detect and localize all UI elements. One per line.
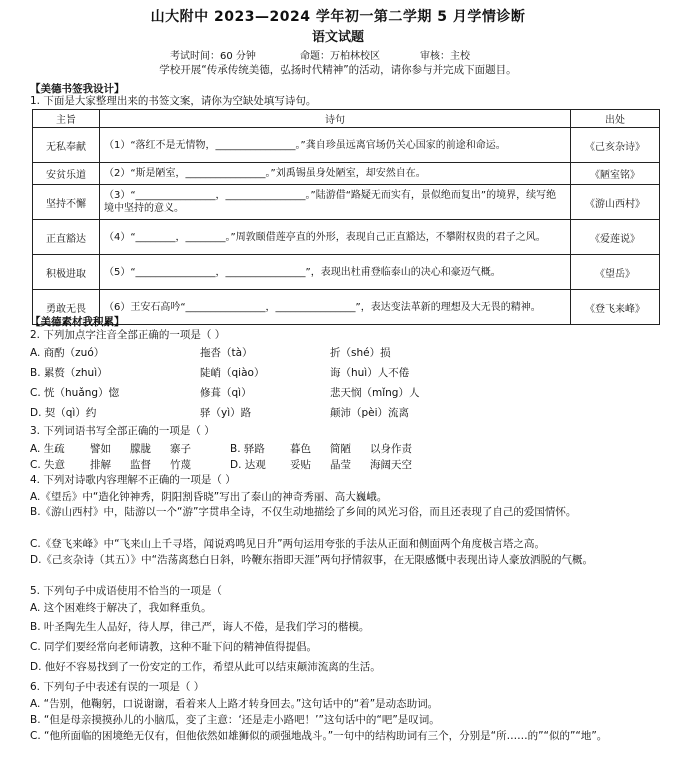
row-source: 《陋室铭》 [571, 163, 660, 185]
q3-option-word: 妥贴 [290, 459, 311, 471]
header-poem: 诗句 [100, 110, 571, 128]
question-2: 2. 下列加点字注音全部正确的一项是（ ） [30, 329, 226, 341]
row-source: 《己亥杂诗》 [571, 128, 660, 163]
q5-option: D. 他好不容易找到了一份安定的工作，希望从此可以结束颠沛流离的生活。 [30, 661, 381, 673]
activity-intro: 学校开展“传承传统美德，弘扬时代精神”的活动，请你参与并完成下面题目。 [159, 64, 517, 76]
bookmark-table [32, 109, 660, 325]
q2-option: B. 累赘（zhuì） [30, 367, 108, 379]
row-theme: 勇敢无畏 [33, 290, 100, 325]
q5-option: B. 叶圣陶先生人品好，待人厚，律己严，诲人不倦，是我们学习的楷模。 [30, 621, 370, 633]
row-theme: 积极进取 [33, 255, 100, 290]
question-4: 4. 下列对诗歌内容理解不正确的一项是（ ） [30, 474, 236, 486]
question-5: 5. 下列句子中成语使用不恰当的一项是（ [30, 585, 222, 597]
q4-option: B.《游山西村》中，陆游以一个“游”字贯串全诗，不仅生动地描绘了乡间的风光习俗，而且还表现了自己的爱国情怀。 [30, 506, 577, 518]
q3-option: B. 驿路 [230, 443, 265, 455]
section-title-bookmark: 【美德书签我设计】 [30, 83, 125, 95]
q3-option: C. 失意 [30, 459, 66, 471]
q2-option-word: 诲（huì）人不倦 [330, 367, 410, 379]
row-theme: 安贫乐道 [33, 163, 100, 185]
q6-option: C. “他所面临的困境绝无仅有，但他依然如雄狮似的顽强地战斗。”一句中的结构助词有三个，分别是“所……的”“似的”“地”。 [30, 730, 608, 742]
q3-option-word: 简陋 [330, 443, 351, 455]
row-theme: 正直豁达 [33, 220, 100, 255]
q3-option: A. 生疏 [30, 443, 65, 455]
q3-option-word: 排解 [90, 459, 111, 471]
table-row [33, 185, 660, 220]
q2-option-word: 陡峭（qiào） [200, 367, 265, 379]
row-poem: （5）“________________，________________”，表现出杜甫登临泰山的决心和豪迈气概。 [100, 255, 571, 290]
q6-option: B. “但是母亲摸摸孙儿的小脑瓜，变了主意：‘还是走小路吧！’”这句话中的“吧”是叹词。 [30, 714, 440, 726]
q2-option-word: 折（shé）损 [330, 347, 391, 359]
q3-option-word: 暮色 [290, 443, 311, 455]
q6-option: A. “告别，他鞠躬，口说谢谢，看着来人上路才转身回去。”这句话中的“着”是动态助词。 [30, 698, 439, 710]
q5-option: A. 这个困难终于解决了，我如释重负。 [30, 602, 212, 614]
exam-time: 考试时间：60 分钟 [170, 51, 256, 62]
row-poem: （4）“________，________。”周敦颐借莲亭直的外形，表现自己正直豁达，不攀附权贵的君子之风。 [100, 220, 571, 255]
q3-option-word: 寨子 [170, 443, 191, 455]
q2-option-word: 拖沓（tà） [200, 347, 253, 359]
q4-option: A.《望岳》中“造化钟神秀，阴阳割昏晓”写出了泰山的神奇秀丽、高大巍峨。 [30, 491, 388, 503]
row-poem: （2）“斯是陋室，________________。”刘禹锡虽身处陋室，却安然自在。 [100, 163, 571, 185]
row-source: 《登飞来峰》 [571, 290, 660, 325]
row-poem: （6）王安石高吟“________________，________________”，表达变法革新的理想及大无畏的精神。 [100, 290, 571, 325]
table-row [33, 255, 660, 290]
table-row [33, 220, 660, 255]
question-3: 3. 下列词语书写全部正确的一项是（ ） [30, 425, 215, 437]
row-theme: 无私奉献 [33, 128, 100, 163]
row-source: 《望岳》 [571, 255, 660, 290]
q3-option-word: 晶莹 [330, 459, 351, 471]
exam-title: 山大附中 2023—2024 学年初一第二学期 5 月学情诊断 [150, 9, 526, 25]
q2-option: A. 商酌（zuó） [30, 347, 105, 359]
row-source: 《游山西村》 [571, 185, 660, 220]
header-source: 出处 [571, 110, 660, 128]
q3-option-word: 譬如 [90, 443, 111, 455]
q5-option: C. 同学们要经常向老师请教，这种不耻下问的精神值得提倡。 [30, 641, 318, 653]
q2-option-word: 颠沛（pèi）流离 [330, 407, 410, 419]
question-6: 6. 下列句子中表述有误的一项是（ ） [30, 681, 205, 693]
q3-option: D. 达观 [230, 459, 266, 471]
q2-option-word: 悲天悯（mǐng）人 [330, 387, 420, 399]
q3-option-word: 海阔天空 [370, 459, 412, 471]
table-row [33, 290, 660, 325]
section-title-material: 【美德素材我积累】 [30, 316, 125, 328]
q2-option-word: 修葺（qì） [200, 387, 252, 399]
exam-setter: 命题：万柏林校区 [300, 51, 380, 62]
table-header-row [33, 110, 660, 128]
q3-option-word: 监督 [130, 459, 151, 471]
row-poem: （1）“落红不是无情物，________________。”龚自珍虽远离官场仍关心国家的前途和命运。 [100, 128, 571, 163]
q3-option-word: 竹蔑 [170, 459, 191, 471]
row-source: 《爱莲说》 [571, 220, 660, 255]
question-1: 1. 下面是大家整理出来的书签文案，请你为空缺处填写诗句。 [30, 95, 317, 107]
q3-option-word: 朦胧 [130, 443, 151, 455]
q2-option: C. 恍（huǎng）惚 [30, 387, 120, 399]
exam-subtitle: 语文试题 [311, 30, 364, 45]
exam-reviewer: 审核：主校 [420, 51, 470, 62]
q4-option: C.《登飞来峰》中“飞来山上千寻塔，闻说鸡鸣见日升”两句运用夸张的手法从正面和侧面两个角度极言塔之高。 [30, 538, 546, 550]
table-row [33, 128, 660, 163]
row-poem: （3）“________________，________________。”陆游借“路疑无而实有，景似绝而复出”的境界，续写绝境中坚持的意义。 [100, 185, 571, 220]
q4-option: D.《己亥杂诗（其五）》中“浩荡离愁白日斜，吟鞭东指即天涯”两句抒情叙事，在无限感慨中表现出诗人豪放洒脱的气概。 [30, 554, 594, 566]
q2-option: D. 契（qì）约 [30, 407, 97, 419]
row-theme: 坚持不懈 [33, 185, 100, 220]
q2-option-word: 驿（yì）路 [200, 407, 252, 419]
table-row [33, 163, 660, 185]
header-theme: 主旨 [33, 110, 100, 128]
q3-option-word: 以身作责 [370, 443, 412, 455]
